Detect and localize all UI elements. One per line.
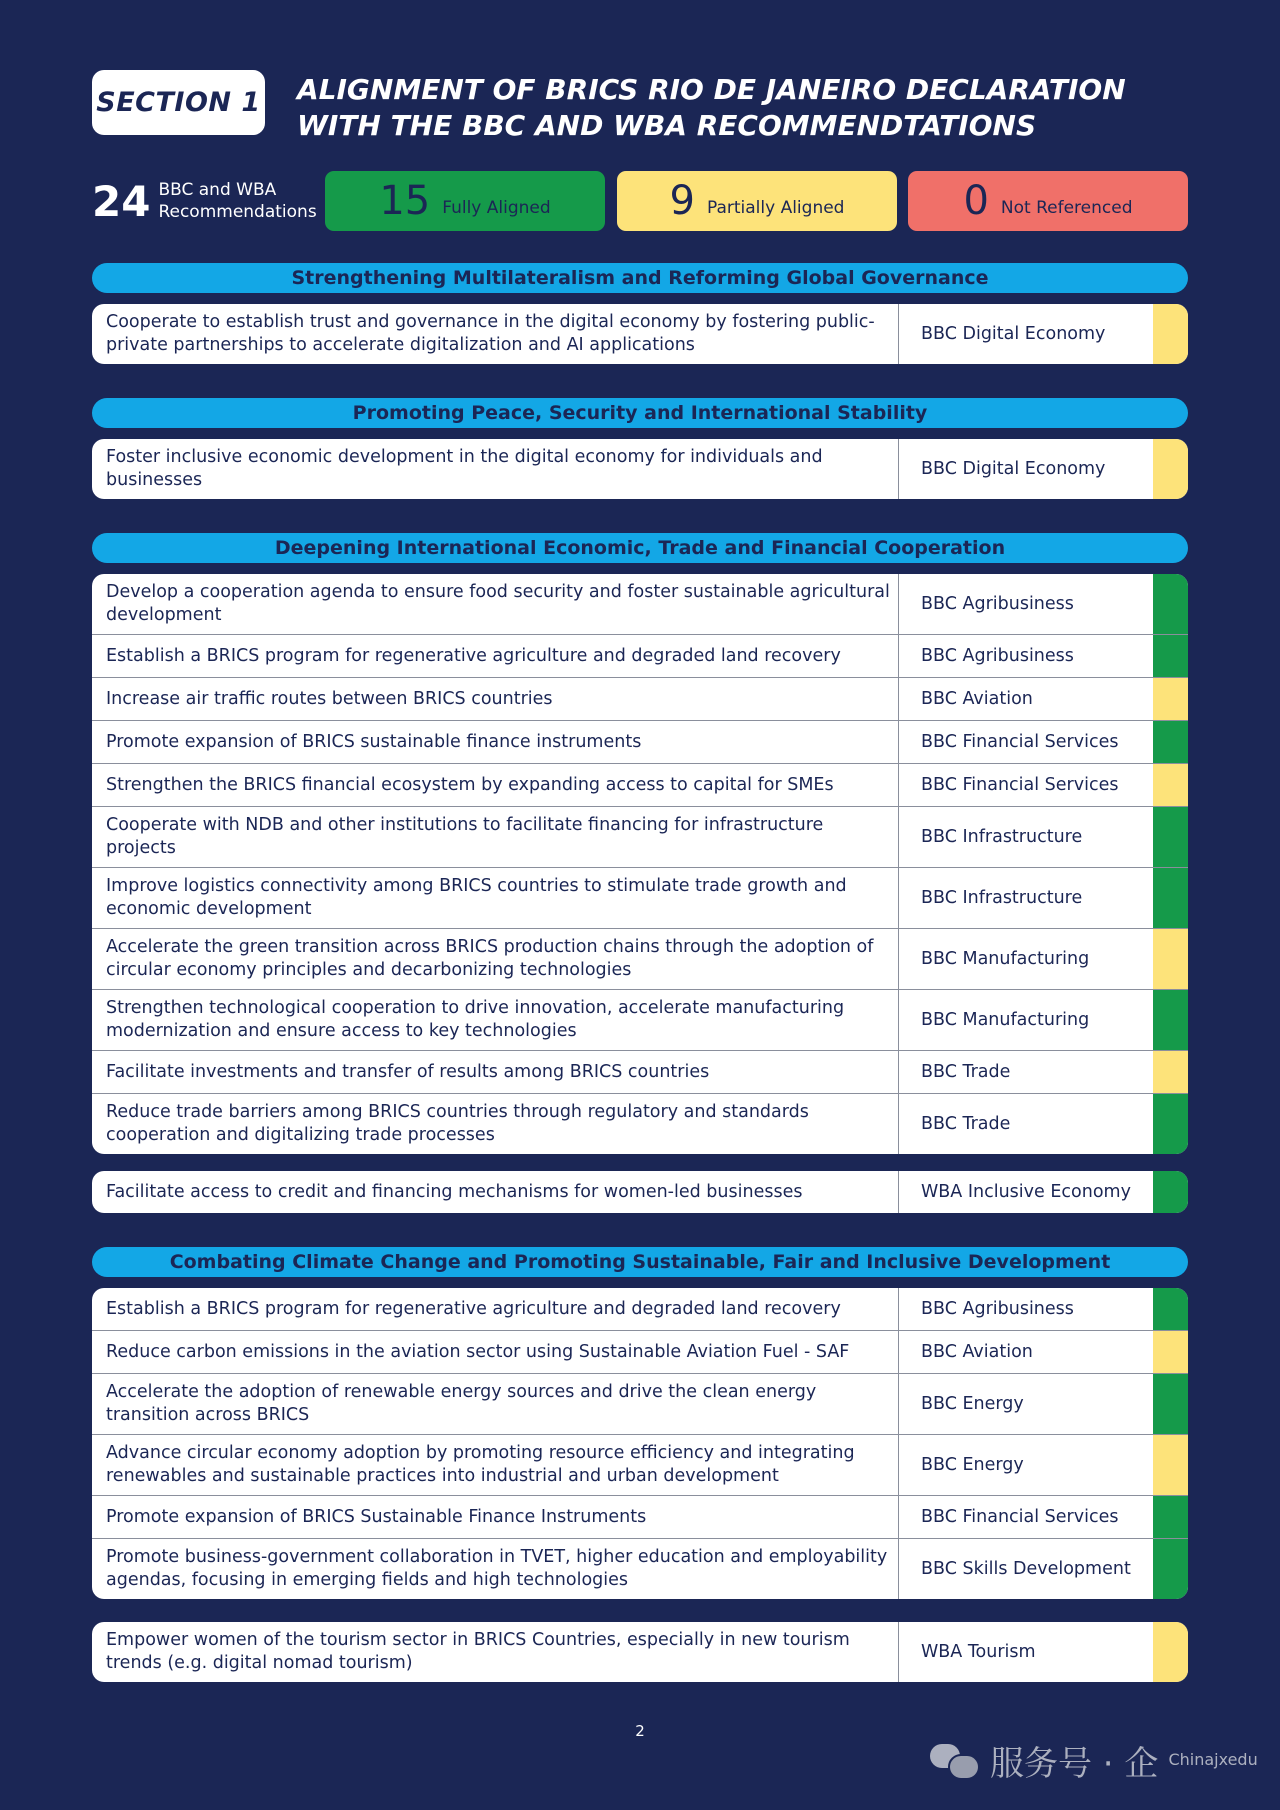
- page-number: 2: [635, 1722, 645, 1740]
- recommendation-source: WBA Inclusive Economy: [921, 1182, 1131, 1202]
- table-row: [92, 439, 1188, 499]
- recommendation-table: [92, 1622, 1188, 1682]
- table-row: [92, 1495, 1188, 1538]
- recommendation-text: Promote expansion of BRICS Sustainable Finance Instruments: [92, 1496, 899, 1538]
- recommendation-source: WBA Tourism: [921, 1642, 1036, 1662]
- recommendation-source: BBC Infrastructure: [921, 827, 1083, 847]
- status-indicator-partial: [1153, 304, 1188, 364]
- recommendation-text: Strengthen technological cooperation to drive innovation, accelerate manufacturing modernization and ensure access to key technologies: [92, 990, 899, 1050]
- table-row: [92, 1373, 1188, 1434]
- table-row: [92, 1330, 1188, 1373]
- recommendation-source: BBC Manufacturing: [921, 949, 1090, 969]
- recommendation-source: BBC Digital Economy: [921, 459, 1106, 479]
- recommendation-source: BBC Agribusiness: [921, 1299, 1074, 1319]
- group-header: Combating Climate Change and Promoting Sustainable, Fair and Inclusive Development: [92, 1247, 1188, 1277]
- table-row: [92, 1538, 1188, 1599]
- total-count: 24: [92, 176, 151, 226]
- recommendation-text: Promote business-government collaboration in TVET, higher education and employability agendas, focusing in emerging fields and high technologies: [92, 1539, 899, 1599]
- status-indicator-full: [1153, 868, 1188, 928]
- table-row: [92, 574, 1188, 634]
- recommendation-text: Cooperate with NDB and other institutions to facilitate financing for infrastructure projects: [92, 807, 899, 867]
- recommendation-source: BBC Aviation: [921, 1342, 1033, 1362]
- page-header: [92, 70, 1192, 150]
- recommendation-source: BBC Trade: [921, 1062, 1011, 1082]
- section-badge: SECTION 1: [92, 70, 265, 135]
- table-row: [92, 720, 1188, 763]
- total-label: BBC and WBA Recommendations: [158, 180, 317, 222]
- partially-aligned-count: 9: [669, 178, 695, 224]
- recommendation-source: BBC Agribusiness: [921, 594, 1074, 614]
- table-row: [92, 1171, 1188, 1213]
- table-row: [92, 677, 1188, 720]
- table-row: [92, 1434, 1188, 1495]
- wechat-icon: [930, 1740, 976, 1780]
- summary-stats: [92, 171, 1188, 231]
- fully-aligned-label: Fully Aligned: [442, 198, 551, 218]
- not-referenced-badge: [908, 171, 1188, 231]
- table-row: [92, 763, 1188, 806]
- page-title: ALIGNMENT OF BRICS RIO DE JANEIRO DECLARATION WITH THE BBC AND WBA RECOMMENDTATIONS: [297, 73, 1126, 142]
- table-row: [92, 1622, 1188, 1682]
- watermark-logo: Chinajxedu: [1168, 1750, 1258, 1769]
- partially-aligned-badge: [617, 171, 897, 231]
- table-row: [92, 928, 1188, 989]
- status-indicator-partial: [1153, 1435, 1188, 1495]
- recommendation-source: BBC Energy: [921, 1455, 1024, 1475]
- status-indicator-full: [1153, 1288, 1188, 1330]
- watermark-text: 服务号 · 企: [990, 1743, 1159, 1784]
- status-indicator-full: [1153, 635, 1188, 677]
- fully-aligned-badge: [325, 171, 605, 231]
- table-row: [92, 1050, 1188, 1093]
- status-indicator-full: [1153, 1496, 1188, 1538]
- recommendation-text: Develop a cooperation agenda to ensure food security and foster sustainable agricultural development: [92, 574, 899, 634]
- status-indicator-full: [1153, 1094, 1188, 1154]
- table-row: [92, 806, 1188, 867]
- recommendation-source: BBC Trade: [921, 1114, 1011, 1134]
- status-indicator-partial: [1153, 764, 1188, 806]
- recommendation-source: BBC Skills Development: [921, 1559, 1131, 1579]
- recommendation-text: Advance circular economy adoption by promoting resource efficiency and integrating renewables and sustainable practices into industrial and urban development: [92, 1435, 899, 1495]
- group-header: Strengthening Multilateralism and Reforming Global Governance: [92, 263, 1188, 293]
- partially-aligned-label: Partially Aligned: [706, 198, 845, 218]
- recommendation-source: BBC Energy: [921, 1394, 1024, 1414]
- recommendation-table: [92, 1171, 1188, 1213]
- not-referenced-label: Not Referenced: [1000, 198, 1133, 218]
- recommendation-text: Accelerate the adoption of renewable energy sources and drive the clean energy transition across BRICS: [92, 1374, 899, 1434]
- group-header: Deepening International Economic, Trade and Financial Cooperation: [92, 533, 1188, 563]
- fully-aligned-count: 15: [379, 178, 431, 224]
- watermark: [930, 1735, 1258, 1785]
- recommendation-text: Strengthen the BRICS financial ecosystem by expanding access to capital for SMEs: [92, 764, 899, 806]
- status-indicator-full: [1153, 574, 1188, 634]
- recommendation-table: [92, 304, 1188, 364]
- recommendation-text: Reduce trade barriers among BRICS countries through regulatory and standards cooperation and digitalizing trade processes: [92, 1094, 899, 1154]
- recommendation-text: Reduce carbon emissions in the aviation sector using Sustainable Aviation Fuel - SAF: [92, 1331, 899, 1373]
- status-indicator-full: [1153, 721, 1188, 763]
- status-indicator-full: [1153, 1374, 1188, 1434]
- recommendation-source: BBC Aviation: [921, 689, 1033, 709]
- status-indicator-partial: [1153, 1331, 1188, 1373]
- recommendation-table: [92, 439, 1188, 499]
- recommendation-source: BBC Manufacturing: [921, 1010, 1090, 1030]
- recommendation-text: Establish a BRICS program for regenerative agriculture and degraded land recovery: [92, 635, 899, 677]
- recommendation-text: Accelerate the green transition across BRICS production chains through the adoption of circular economy principles and decarbonizing technologies: [92, 929, 899, 989]
- recommendation-text: Facilitate access to credit and financing mechanisms for women-led businesses: [92, 1171, 899, 1213]
- recommendation-source: BBC Financial Services: [921, 775, 1119, 795]
- recommendation-text: Cooperate to establish trust and governance in the digital economy by fostering public-private partnerships to accelerate digitalization and AI applications: [92, 304, 899, 364]
- table-row: [92, 304, 1188, 364]
- status-indicator-full: [1153, 1539, 1188, 1599]
- recommendation-text: Promote expansion of BRICS sustainable finance instruments: [92, 721, 899, 763]
- group-header: Promoting Peace, Security and International Stability: [92, 398, 1188, 428]
- status-indicator-partial: [1153, 1622, 1188, 1682]
- status-indicator-full: [1153, 1171, 1188, 1213]
- not-referenced-count: 0: [963, 178, 989, 224]
- status-indicator-partial: [1153, 1051, 1188, 1093]
- status-indicator-partial: [1153, 439, 1188, 499]
- status-indicator-full: [1153, 807, 1188, 867]
- recommendation-table: [92, 574, 1188, 1154]
- status-indicator-full: [1153, 990, 1188, 1050]
- recommendation-source: BBC Agribusiness: [921, 646, 1074, 666]
- recommendation-text: Facilitate investments and transfer of results among BRICS countries: [92, 1051, 899, 1093]
- recommendation-source: BBC Financial Services: [921, 732, 1119, 752]
- table-row: [92, 634, 1188, 677]
- total-recommendations: [92, 171, 328, 231]
- table-row: [92, 989, 1188, 1050]
- table-row: [92, 1093, 1188, 1154]
- recommendation-text: Empower women of the tourism sector in BRICS Countries, especially in new tourism trends (e.g. digital nomad tourism): [92, 1622, 899, 1682]
- table-row: [92, 1288, 1188, 1330]
- status-indicator-partial: [1153, 929, 1188, 989]
- recommendation-text: Establish a BRICS program for regenerative agriculture and degraded land recovery: [92, 1288, 899, 1330]
- recommendation-text: Increase air traffic routes between BRICS countries: [92, 678, 899, 720]
- status-indicator-partial: [1153, 678, 1188, 720]
- recommendation-text: Improve logistics connectivity among BRICS countries to stimulate trade growth and economic development: [92, 868, 899, 928]
- recommendation-text: Foster inclusive economic development in the digital economy for individuals and businesses: [92, 439, 899, 499]
- recommendation-source: BBC Digital Economy: [921, 324, 1106, 344]
- table-row: [92, 867, 1188, 928]
- recommendation-source: BBC Infrastructure: [921, 888, 1083, 908]
- recommendation-table: [92, 1288, 1188, 1599]
- recommendation-source: BBC Financial Services: [921, 1507, 1119, 1527]
